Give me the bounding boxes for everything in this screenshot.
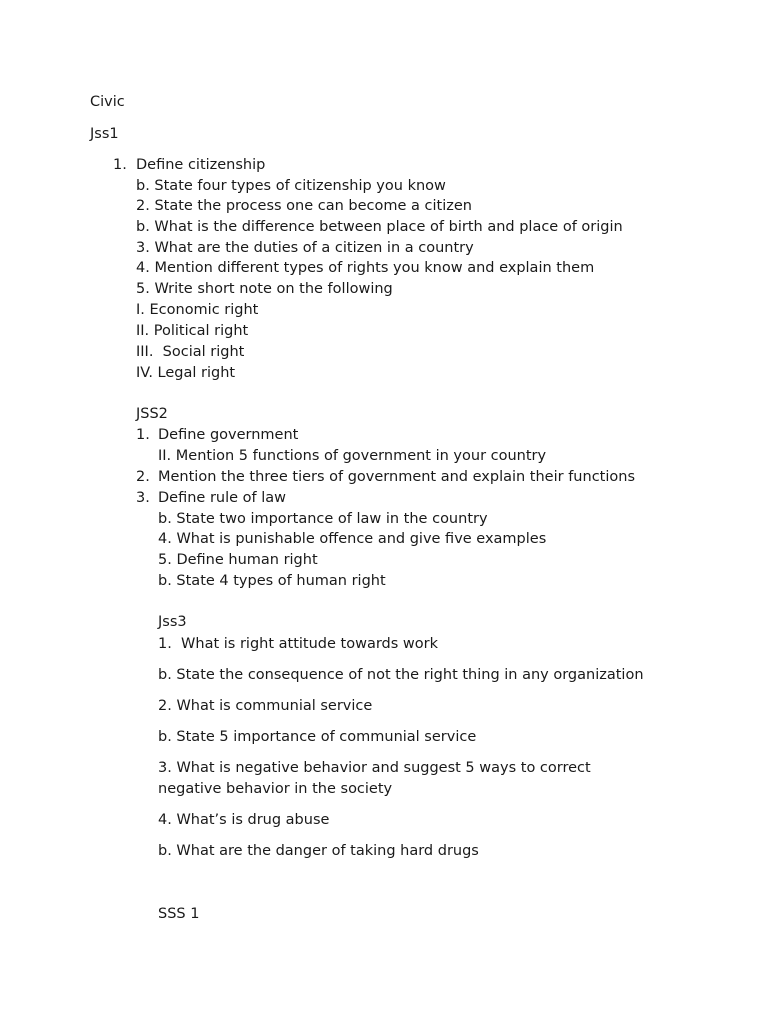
list-number: 3. xyxy=(136,490,150,506)
section-heading-jss1: Jss1 xyxy=(90,126,119,142)
list-item: III. Social right xyxy=(136,344,245,360)
list-item: 3. What is negative behavior and suggest 5 ways to correct xyxy=(158,760,591,776)
list-item: b. State four types of citizenship you know xyxy=(136,178,446,194)
list-item: b. State the consequence of not the right thing in any organization xyxy=(158,667,644,683)
list-item: Define rule of law xyxy=(158,490,287,506)
list-item: b. State 5 importance of communial service xyxy=(158,729,477,745)
list-number: 1. xyxy=(113,157,127,173)
list-item: 3. What are the duties of a citizen in a country xyxy=(136,240,474,256)
list-item: Mention the three tiers of government and explain their functions xyxy=(158,469,635,485)
list-item: 4. What’s is drug abuse xyxy=(158,812,330,828)
list-item: 5. Define human right xyxy=(158,552,318,568)
subject-title: Civic xyxy=(90,94,125,110)
list-item: b. State 4 types of human right xyxy=(158,573,386,589)
list-item: I. Economic right xyxy=(136,302,259,318)
section-heading-jss2: JSS2 xyxy=(136,406,168,422)
section-heading-jss3: Jss3 xyxy=(158,614,187,630)
list-item: negative behavior in the society xyxy=(158,781,393,797)
section-heading-sss1: SSS 1 xyxy=(158,906,200,922)
list-item: Define citizenship xyxy=(136,157,266,173)
list-item: 2. State the process one can become a citizen xyxy=(136,198,472,214)
list-item: b. State two importance of law in the country xyxy=(158,511,488,527)
list-item: II. Political right xyxy=(136,323,249,339)
list-item: 2. What is communial service xyxy=(158,698,373,714)
list-item: b. What are the danger of taking hard drugs xyxy=(158,843,479,859)
list-item: 5. Write short note on the following xyxy=(136,281,393,297)
list-item: 4. What is punishable offence and give five examples xyxy=(158,531,547,547)
list-item: 4. Mention different types of rights you know and explain them xyxy=(136,260,595,276)
list-number: 2. xyxy=(136,469,150,485)
list-item: 1. What is right attitude towards work xyxy=(158,636,438,652)
list-item: b. What is the difference between place of birth and place of origin xyxy=(136,219,623,235)
list-item: II. Mention 5 functions of government in your country xyxy=(158,448,547,464)
list-item: Define government xyxy=(158,427,299,443)
list-number: 1. xyxy=(136,427,150,443)
list-item: IV. Legal right xyxy=(136,365,236,381)
